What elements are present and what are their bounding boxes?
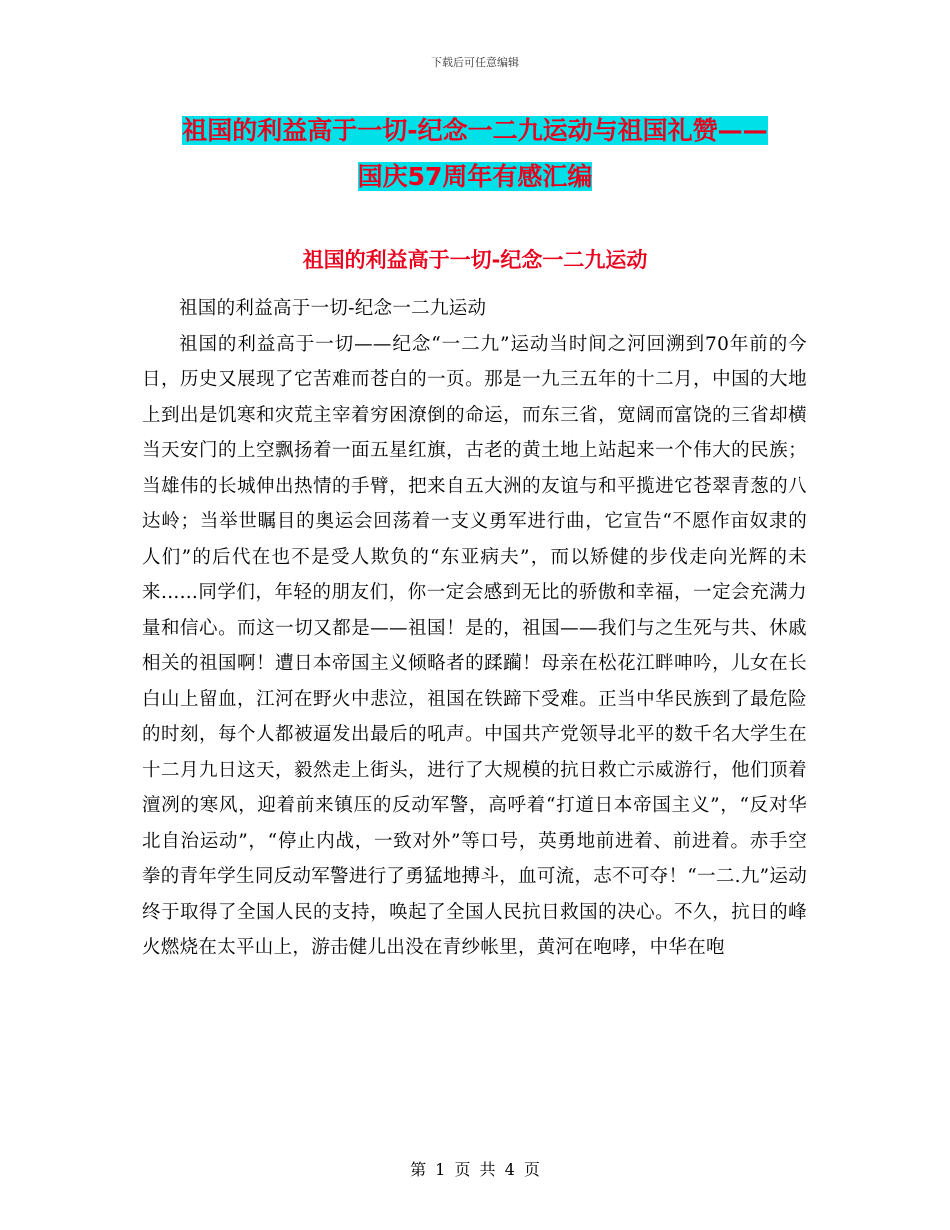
section-heading: 祖国的利益高于一切-纪念一二九运动	[302, 248, 648, 272]
document-title	[0, 108, 950, 200]
body-paragraph: 祖国的利益高于一切——纪念“一二九”运动当时间之河回溯到70年前的今日，历史又展现了它苦难而苍白的一页。那是一九三五年的十二月，中国的大地上到出是饥寒和灾荒主宰着穷困潦倒的命运，而东三省，宽阔而富饶的三省却横当天安门的上空飘扬着一面五星红旗，古老的黄土地上站起来一个伟大的民族；当雄伟的长城伸出热情的手臂，把来自五大洲的友谊与和平揽进它苍翠青葱的八达岭；当举世瞩目的奥运会回荡着一支义勇军进行曲，它宣告“不愿作亩奴隶的人们”的后代在也不是受人欺负的“东亚病夫”，而以矫健的步伐走向光辉的未来......同学们，年轻的朋友们，你一定会感到无比的骄傲和幸福，一定会充满力量和信心。而这一切又都是——祖国！是的，祖国——我们与之生死与共、休戚相关的祖国啊！遭日本帝国主义倾略者的蹂躏！母亲在松花江畔呻吟，儿女在长白山上留血，江河在野火中悲泣，祖国在铁蹄下受难。正当中华民族到了最危险的时刻，每个人都被逼发出最后的吼声。中国共产党领导北平的数千名大学生在十二月九日这天，毅然走上街头，进行了大规模的抗日救亡示威游行，他们顶着澶冽的寒风，迎着前来镇压的反动军警，高呼着“打道日本帝国主义”，“反对华北自治运动”，“停止内战，一致对外”等口号，英勇地前进着、前进着。赤手空拳的青年学生同反动军警进行了勇猛地搏斗，血可流，志不可夺！“一二.九”运动终于取得了全国人民的支持，唤起了全国人民抗日救国的决心。不久，抗日的峰火燃烧在太平山上，游击健儿出没在青纱帐里，黄河在咆哮，中华在咆	[142, 333, 807, 958]
document-title-line-1: 祖国的利益高于一切-纪念一二九运动与祖国礼赞——	[182, 116, 768, 145]
body-text	[142, 291, 807, 966]
page-number-footer: 第 1 页 共 4 页	[410, 1160, 540, 1179]
header-note: 下载后可任意编辑	[431, 56, 519, 69]
document-title-line-2: 国庆57周年有感汇编	[357, 162, 593, 191]
body-paragraph: 祖国的利益高于一切-纪念一二九运动	[179, 298, 487, 319]
